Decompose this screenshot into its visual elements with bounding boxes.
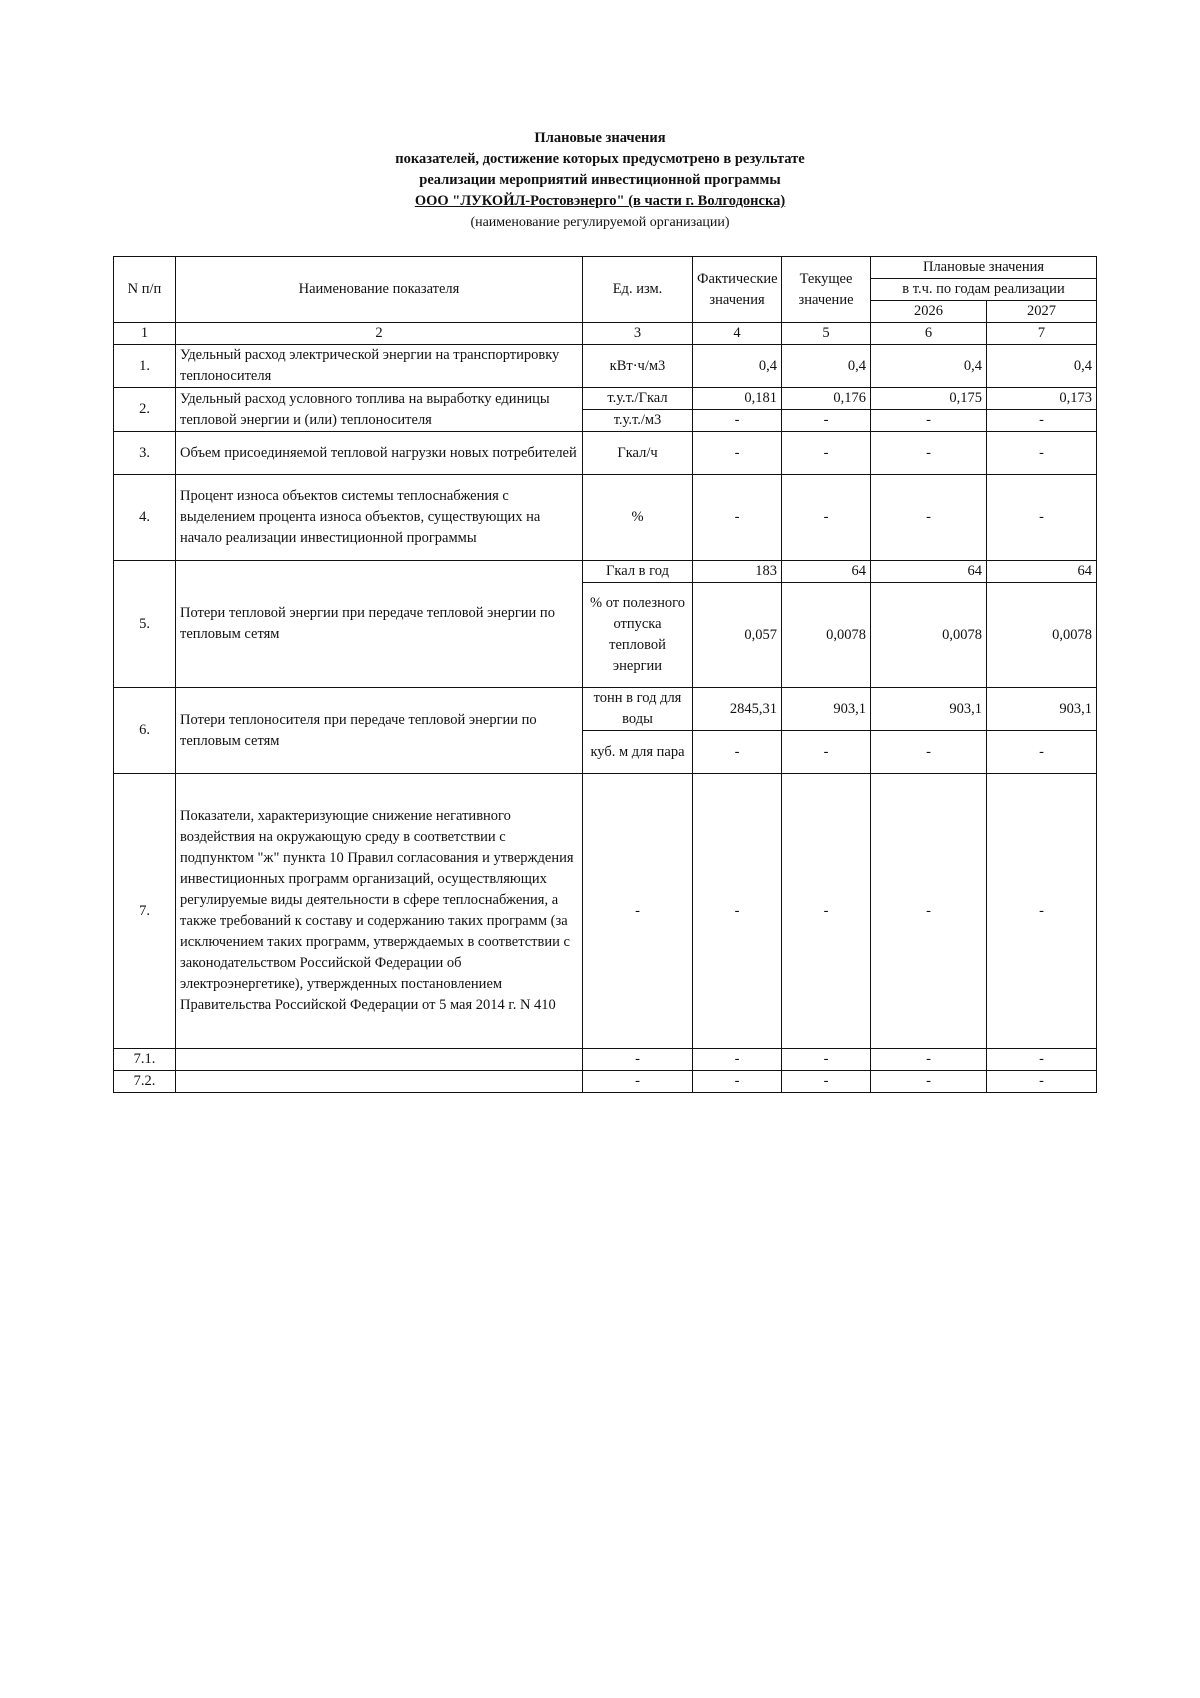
value-2026: 0,175 (871, 388, 987, 410)
row-name: Удельный расход электрической энергии на транспортировку теплоносителя (176, 345, 583, 388)
value-actual: 183 (693, 561, 782, 583)
heading-line-1: Плановые значения (534, 130, 666, 146)
header-year-2027: 2027 (987, 301, 1097, 323)
value-actual: - (693, 1049, 782, 1071)
value-2027: - (987, 774, 1097, 1049)
table-row (114, 1071, 1097, 1093)
value-2027: - (987, 1049, 1097, 1071)
value-2027: - (987, 731, 1097, 774)
value-current: 64 (782, 561, 871, 583)
value-actual: - (693, 475, 782, 561)
table-row (114, 774, 1097, 1049)
value-current: - (782, 731, 871, 774)
value-2026: - (871, 1049, 987, 1071)
value-actual: 2845,31 (693, 688, 782, 731)
row-name: Объем присоединяемой тепловой нагрузки новых потребителей (176, 432, 583, 475)
value-current: - (782, 475, 871, 561)
row-unit: - (583, 774, 693, 1049)
table-row (114, 388, 1097, 410)
row-unit: т.у.т./м3 (583, 410, 693, 432)
row-num: 6. (114, 688, 176, 774)
colnum: 7 (987, 323, 1097, 345)
table-row (114, 688, 1097, 731)
header-name: Наименование показателя (176, 257, 583, 323)
header-unit: Ед. изм. (583, 257, 693, 323)
table-row (114, 475, 1097, 561)
row-num: 7.2. (114, 1071, 176, 1093)
row-unit: % (583, 475, 693, 561)
value-2026: - (871, 475, 987, 561)
row-name: Процент износа объектов системы теплоснабжения с выделением процента износа объектов, существующих на начало реализации инвестиционной программы (176, 475, 583, 561)
value-current: - (782, 432, 871, 475)
value-actual: - (693, 432, 782, 475)
value-actual: 0,181 (693, 388, 782, 410)
value-2027: 0,173 (987, 388, 1097, 410)
organization-note: (наименование регулируемой организации) (470, 215, 730, 230)
value-2026: - (871, 410, 987, 432)
value-2026: - (871, 731, 987, 774)
value-2027: - (987, 475, 1097, 561)
value-actual: 0,4 (693, 345, 782, 388)
row-unit: тонн в год для воды (583, 688, 693, 731)
colnum: 5 (782, 323, 871, 345)
value-current: 0,176 (782, 388, 871, 410)
value-current: - (782, 1071, 871, 1093)
row-unit: куб. м для пара (583, 731, 693, 774)
column-number-row (114, 323, 1097, 345)
value-2026: 0,0078 (871, 583, 987, 688)
header-actual: Фактические значения (693, 257, 782, 323)
value-2026: 903,1 (871, 688, 987, 731)
value-2026: 64 (871, 561, 987, 583)
indicators-table (113, 256, 1097, 1093)
header-num: N п/п (114, 257, 176, 323)
table-row (114, 561, 1097, 583)
value-2026: - (871, 774, 987, 1049)
row-num: 4. (114, 475, 176, 561)
value-actual: - (693, 410, 782, 432)
value-2027: 64 (987, 561, 1097, 583)
row-name (176, 1049, 583, 1071)
heading-line-2: показателей, достижение которых предусмотрено в результате (395, 151, 805, 167)
value-2027: 903,1 (987, 688, 1097, 731)
value-2026: 0,4 (871, 345, 987, 388)
value-2027: - (987, 1071, 1097, 1093)
value-2027: 0,0078 (987, 583, 1097, 688)
header-current: Текущее значение (782, 257, 871, 323)
colnum: 6 (871, 323, 987, 345)
row-name (176, 1071, 583, 1093)
value-current: - (782, 774, 871, 1049)
value-current: - (782, 410, 871, 432)
row-unit: Гкал/ч (583, 432, 693, 475)
header-planned-sub: в т.ч. по годам реализации (871, 279, 1097, 301)
colnum: 4 (693, 323, 782, 345)
organization-name: ООО "ЛУКОЙЛ-Ростовэнерго" (в части г. Волгодонска) (414, 193, 786, 209)
value-actual: - (693, 1071, 782, 1093)
value-2026: - (871, 432, 987, 475)
colnum: 1 (114, 323, 176, 345)
row-unit: Гкал в год (583, 561, 693, 583)
value-2027: 0,4 (987, 345, 1097, 388)
header-year-2026: 2026 (871, 301, 987, 323)
row-num: 7.1. (114, 1049, 176, 1071)
row-unit: % от полезного отпуска тепловой энергии (583, 583, 693, 688)
value-2027: - (987, 432, 1097, 475)
value-actual: - (693, 731, 782, 774)
document-heading (0, 128, 1200, 233)
header-planned: Плановые значения (871, 257, 1097, 279)
table-row (114, 432, 1097, 475)
row-num: 5. (114, 561, 176, 688)
value-actual: 0,057 (693, 583, 782, 688)
row-num: 1. (114, 345, 176, 388)
heading-line-3: реализации мероприятий инвестиционной программы (419, 172, 781, 188)
value-current: 0,4 (782, 345, 871, 388)
value-2027: - (987, 410, 1097, 432)
value-current: 0,0078 (782, 583, 871, 688)
row-num: 3. (114, 432, 176, 475)
row-unit: т.у.т./Гкал (583, 388, 693, 410)
colnum: 2 (176, 323, 583, 345)
table-row (114, 345, 1097, 388)
row-name: Потери тепловой энергии при передаче тепловой энергии по тепловым сетям (176, 561, 583, 688)
header-row (114, 257, 1097, 279)
row-name: Показатели, характеризующие снижение негативного воздействия на окружающую среду в соответствии с подпунктом "ж" пункта 10 Правил согласования и утверждения инвестиционных программ организаций, осуществляющих регулируемые виды деятельности в сфере теплоснабжения, а также требований к составу и содержанию таких программ (за исключением таких программ, утверждаемых в соответствии с законодательством Российской Федерации об электроэнергетике), утвержденных постановлением Правительства Российской Федерации от 5 мая 2014 г. N 410 (176, 774, 583, 1049)
value-2026: - (871, 1071, 987, 1093)
row-unit: - (583, 1049, 693, 1071)
row-unit: кВт·ч/м3 (583, 345, 693, 388)
row-num: 7. (114, 774, 176, 1049)
value-current: - (782, 1049, 871, 1071)
colnum: 3 (583, 323, 693, 345)
table-row (114, 1049, 1097, 1071)
value-current: 903,1 (782, 688, 871, 731)
value-actual: - (693, 774, 782, 1049)
row-num: 2. (114, 388, 176, 432)
row-name: Потери теплоносителя при передаче тепловой энергии по тепловым сетям (176, 688, 583, 774)
row-unit: - (583, 1071, 693, 1093)
row-name: Удельный расход условного топлива на выработку единицы тепловой энергии и (или) теплоносителя (176, 388, 583, 432)
